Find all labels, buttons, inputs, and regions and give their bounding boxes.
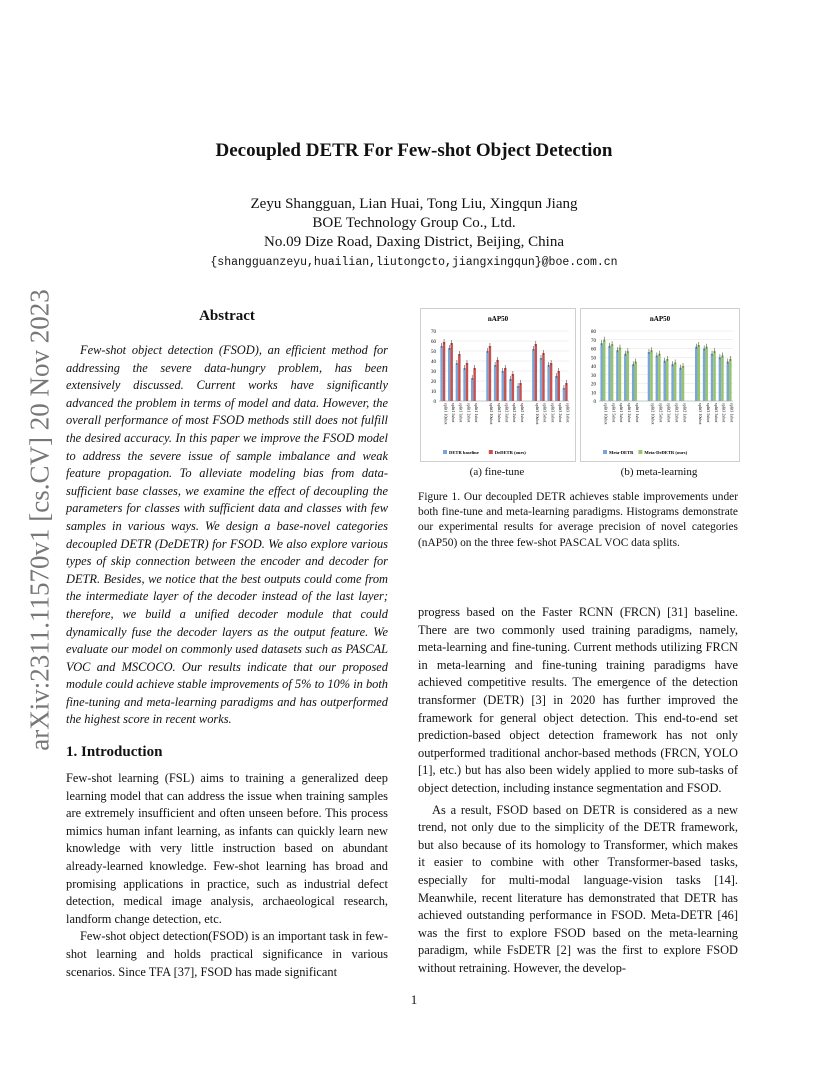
- meta-legend-label: Meta-DeDETR (ours): [644, 450, 688, 455]
- figure-caption: Figure 1. Our decoupled DETR achieves stable improvements under both fine-tune and meta-learning paradigms. Histograms demonstrate our experimental results for average precision of novel categories (nAP50) on the three few-shot PASCAL VOC data splits.: [418, 491, 738, 549]
- finetune-bar: [458, 354, 460, 401]
- meta-bar: [674, 363, 677, 402]
- finetune-bar: [517, 386, 519, 401]
- meta-bar: [671, 364, 674, 401]
- intro-right-text: [418, 604, 738, 977]
- finetune-x-tick-label: split2 1shot: [519, 403, 525, 423]
- address: No.09 Dize Road, Daxing District, Beijing, China: [264, 234, 564, 250]
- finetune-x-tick-label: split3 5shot: [542, 403, 548, 423]
- finetune-x-tick-label: split2 10shot: [489, 403, 495, 425]
- finetune-bar: [535, 344, 537, 401]
- finetune-bar: [473, 368, 475, 401]
- meta-bar: [627, 351, 630, 401]
- meta-bar: [682, 366, 685, 401]
- finetune-bar-chart: [421, 309, 575, 461]
- finetune-x-tick-label: split2 3shot: [504, 403, 510, 423]
- meta-bar: [634, 362, 637, 401]
- finetune-x-tick-label: split1 10shot: [443, 403, 449, 425]
- meta-bar: [679, 368, 682, 401]
- finetune-bar: [519, 383, 521, 401]
- intro-paragraph-1: Few-shot learning (FSL) aims to training a generalized deep learning model that can address the issue when training samples are extremely insufficient and often unseen before. This process mimics human infant learning, as infants can quickly learn new knowledge with very little instruction based on abundant already-learned knowledge. Few-shot learning has broad and promising applications in practice, such as industrial defect detection, medical image analysis, archaeological research, landform change detection, etc.: [66, 771, 388, 926]
- intro-paragraph-4: As a result, FSOD based on DETR is considered as a new trend, not only due to the simplicity of the DETR framework, but also because of its homology to Transformer, which makes it easier to combine with other Transformer-based tasks, especially for multi-modal language-vision tasks [14]. Meanwhile, recent literature has demonstrated that DETR has achieved outstanding performance in FSOD. Meta-DETR [46] was the first to explore FSOD based on the meta-learning paradigm, while FsDETR [2] was the first to explore FSOD without retraining. However, the develop-: [418, 802, 738, 975]
- meta-x-tick-label: split2 3shot: [666, 403, 672, 423]
- finetune-chart-title: nAP50: [487, 315, 509, 323]
- meta-x-tick-label: split2 2shot: [674, 403, 680, 423]
- finetune-bar: [471, 378, 473, 401]
- meta-bar: [611, 344, 614, 401]
- meta-bar: [721, 356, 724, 402]
- meta-bar: [713, 351, 716, 401]
- meta-bar: [624, 354, 627, 401]
- meta-bar: [619, 348, 622, 401]
- meta-bar: [711, 354, 714, 401]
- meta-x-tick-label: split3 5shot: [705, 403, 711, 423]
- meta-x-tick-label: split3 10shot: [698, 403, 704, 425]
- finetune-bar: [555, 376, 557, 401]
- arxiv-stamp-text: arXiv:2311.11570v1 [cs.CV] 20 Nov 2023: [24, 289, 55, 751]
- arxiv-stamp: [20, 280, 60, 760]
- meta-y-tick-label: 60: [591, 347, 596, 353]
- email: {shangguanzeyu,huailian,liutongcto,jiangxingqun}@boe.com.cn: [210, 256, 618, 269]
- meta-bar: [729, 359, 732, 401]
- figure-panel-b: [580, 308, 740, 462]
- finetune-x-tick-label: split1 3shot: [458, 403, 464, 423]
- meta-y-tick-label: 70: [591, 338, 596, 344]
- meta-x-tick-label: split2 5shot: [658, 403, 664, 423]
- finetune-bar: [450, 343, 452, 401]
- finetune-x-tick-label: split1 5shot: [450, 403, 456, 423]
- meta-bar: [663, 361, 666, 401]
- finetune-bar: [532, 349, 534, 401]
- finetune-bar: [547, 365, 549, 401]
- finetune-bar: [565, 383, 567, 401]
- finetune-legend-swatch: [443, 450, 447, 454]
- finetune-bar: [466, 363, 468, 401]
- finetune-x-tick-label: split2 2shot: [512, 403, 518, 423]
- meta-y-tick-label: 40: [591, 365, 596, 370]
- finetune-y-tick-label: 30: [431, 370, 436, 375]
- subcaption-a: (a) fine-tune: [469, 466, 525, 478]
- abstract-heading: Abstract: [199, 308, 255, 324]
- authors: Zeyu Shangguan, Lian Huai, Tong Liu, Xingqun Jiang: [250, 196, 578, 212]
- meta-x-tick-label: split3 2shot: [721, 403, 727, 423]
- meta-bar: [698, 345, 701, 401]
- intro-paragraph-3: progress based on the Faster RCNN (FRCN) [31] baseline. There are two commonly used training paradigms, namely, meta-learning and fine-tuning. Current methods utilizing FRCN in meta-learning and fine-tuning training paradigms have achieved competitive results. The emergence of the detection transformer (DETR) [3] in 2020 has further improved the framework for general object detection. This end-to-end set prediction-based object detection framework has not only outperformed traditional anchor-based methods (FRCN, YOLO [1], etc.) but has also been widely applied to more sub-tasks of object detection, including instance segmentation and FSOD.: [418, 605, 738, 795]
- meta-y-tick-label: 80: [591, 330, 596, 335]
- finetune-bar: [456, 363, 458, 401]
- figure-panel-a: [420, 308, 576, 462]
- finetune-y-tick-label: 40: [431, 360, 436, 365]
- meta-y-tick-label: 50: [591, 356, 596, 362]
- meta-bar: [603, 340, 606, 401]
- finetune-y-tick-label: 10: [431, 390, 436, 395]
- meta-learning-bar-chart: [581, 309, 739, 461]
- meta-bar: [658, 354, 661, 401]
- meta-x-tick-label: split1 1shot: [634, 403, 640, 423]
- finetune-bar: [463, 368, 465, 401]
- finetune-legend-swatch: [489, 450, 493, 454]
- finetune-y-tick-label: 0: [433, 400, 436, 405]
- finetune-bar: [550, 363, 552, 401]
- meta-x-tick-label: split3 3shot: [713, 403, 719, 423]
- finetune-bar: [448, 348, 450, 401]
- affiliation: BOE Technology Group Co., Ltd.: [312, 215, 516, 231]
- finetune-bar: [542, 353, 544, 401]
- finetune-x-tick-label: split1 1shot: [473, 403, 479, 423]
- meta-bar: [656, 356, 659, 402]
- intro-left-text: [66, 770, 388, 981]
- meta-bar: [703, 349, 706, 402]
- finetune-bar: [496, 360, 498, 401]
- abstract-paragraph: Few-shot object detection (FSOD), an efficient method for addressing the severe data-hungry problem, has been extensively discussed. Current works have significantly advanced the problem in terms of model and data. However, the overall performance of most FSOD methods still does not fulfill the desired accuracy. In this paper we improve the FSOD model to address the severe issue of sample imbalance and weak feature propagation. To alleviate modeling bias from data-sufficient base classes, we examine the effect of decoupling the parameters for classes with sufficient data and classes with few samples in various ways. We design a base-novel categories decoupled DETR (DeDETR) for FSOD. We also explore various types of skip connection between the encoder and decoder for DETR. Besides, we notice that the best outputs could come from the intermediate layer of the decoder instead of the last layer; therefore, we build a unified decoder module that could dynamically fuse the decoder layers as the output feature. We evaluate our model on commonly used datasets such as PASCAL VOC and MSCOCO. Our results indicate that our proposed module could achieve stable improvements of 5% to 10% in both fine-tuning and meta-learning paradigms and has outperformed the highest score in recent works.: [66, 343, 388, 727]
- finetune-legend-label: DeDETR (ours): [494, 450, 526, 455]
- meta-chart-title: nAP50: [649, 315, 671, 323]
- finetune-y-tick-label: 50: [431, 350, 436, 355]
- intro-paragraph-2: Few-shot object detection(FSOD) is an important task in few-shot learning and holds practical significance in various scenarios. Since TFA [37], FSOD has made significant: [66, 929, 388, 979]
- meta-legend-swatch: [638, 450, 642, 454]
- intro-heading: 1. Introduction: [66, 744, 163, 760]
- meta-bar: [666, 359, 669, 401]
- meta-bar: [608, 346, 611, 401]
- finetune-y-tick-label: 70: [431, 330, 436, 335]
- meta-y-tick-label: 0: [593, 400, 596, 405]
- finetune-bar: [443, 342, 445, 401]
- finetune-bar: [494, 365, 496, 401]
- meta-x-tick-label: split2 1shot: [682, 403, 688, 423]
- finetune-bar: [509, 379, 511, 401]
- finetune-x-tick-label: split3 3shot: [550, 403, 556, 423]
- meta-bar: [719, 357, 722, 401]
- meta-y-tick-label: 10: [591, 391, 596, 397]
- finetune-x-tick-label: split3 10shot: [535, 403, 541, 425]
- finetune-bar: [489, 346, 491, 401]
- subcaption-b: (b) meta-learning: [620, 466, 698, 478]
- finetune-bar: [502, 371, 504, 401]
- meta-bar: [600, 343, 603, 401]
- meta-bar: [727, 362, 730, 401]
- meta-y-tick-label: 30: [591, 373, 596, 379]
- meta-bar: [650, 350, 653, 401]
- meta-bar: [616, 350, 619, 401]
- meta-x-tick-label: split1 2shot: [627, 403, 633, 423]
- finetune-bar: [558, 371, 560, 401]
- meta-x-tick-label: split1 3shot: [619, 403, 625, 423]
- paper-title: Decoupled DETR For Few-shot Object Detection: [215, 140, 613, 161]
- finetune-bar: [540, 358, 542, 401]
- meta-bar: [648, 352, 651, 401]
- meta-bar: [695, 347, 698, 401]
- finetune-x-tick-label: split2 5shot: [496, 403, 502, 423]
- finetune-bar: [440, 346, 442, 401]
- meta-bar: [632, 364, 635, 401]
- finetune-bar: [486, 351, 488, 401]
- meta-x-tick-label: split2 10shot: [650, 403, 656, 425]
- meta-x-tick-label: split1 5shot: [611, 403, 617, 423]
- meta-x-tick-label: split3 1shot: [729, 403, 735, 423]
- finetune-x-tick-label: split1 2shot: [466, 403, 472, 423]
- finetune-y-tick-label: 20: [431, 380, 436, 385]
- finetune-legend-label: DETR baseline: [449, 450, 479, 455]
- meta-y-tick-label: 20: [591, 382, 596, 388]
- finetune-y-tick-label: 60: [431, 340, 436, 345]
- meta-legend-swatch: [603, 450, 607, 454]
- finetune-bar: [504, 368, 506, 401]
- finetune-x-tick-label: split3 1shot: [565, 403, 571, 423]
- meta-x-tick-label: split1 10shot: [603, 403, 609, 425]
- meta-legend-label: Meta-DETR: [609, 450, 634, 455]
- meta-bar: [705, 347, 708, 401]
- page-number: 1: [410, 992, 418, 1007]
- finetune-bar: [512, 374, 514, 401]
- abstract-text: [66, 342, 388, 729]
- finetune-x-tick-label: split3 2shot: [558, 403, 564, 423]
